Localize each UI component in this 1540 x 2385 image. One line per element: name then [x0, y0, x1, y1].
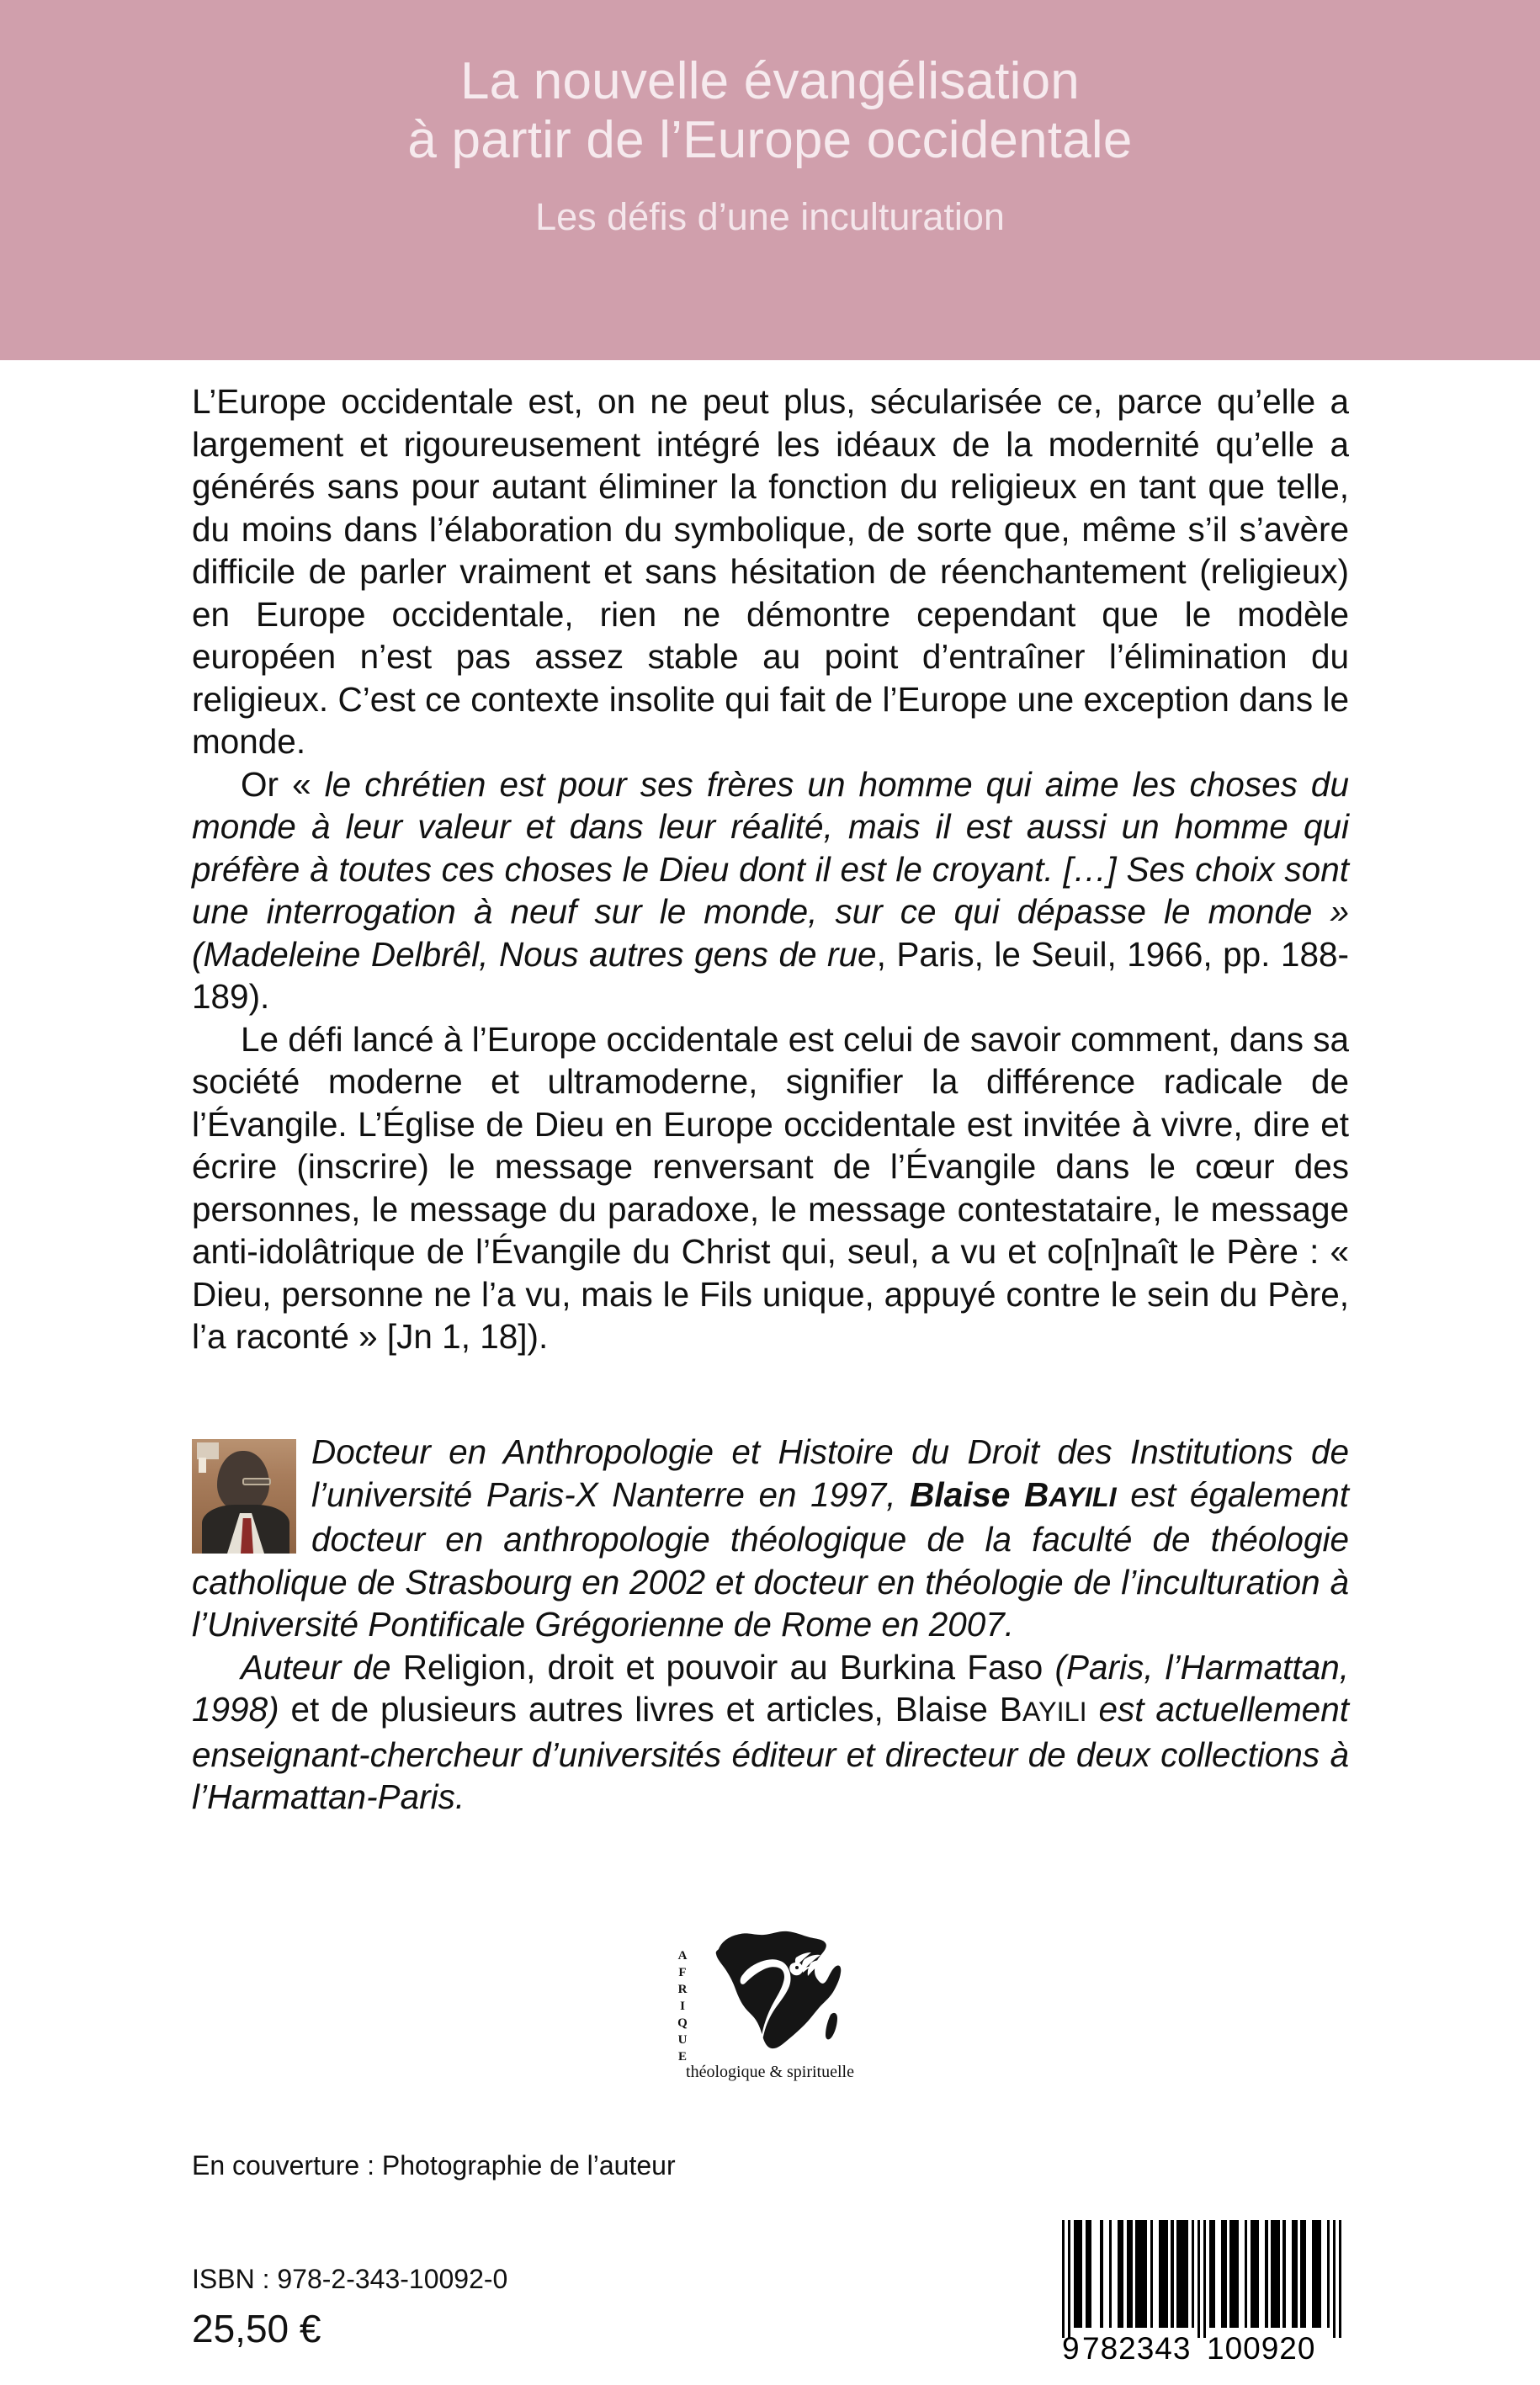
africa-continent-with-dove-icon — [697, 1920, 853, 2055]
book-title-line-1: La nouvelle évangélisation — [460, 52, 1080, 110]
blurb-paragraph-3: Le défi lancé à l’Europe occidentale est celui de savoir comment, dans sa société moderne et ultramoderne, signifier la différence radicale de l’Évangile. L’Église de Dieu en Europe occidentale est invitée à vivre, dire et écrire (inscrire) le message renversant de l’Évangile dans le cœur des personnes, le message du paradoxe, le message contestataire, le message anti-idolâtrique de l’Évangile du Christ qui, seul, a vu et co[n]naît le Père : « Dieu, personne ne l’a vu, mais le Fils unique, appuyé contre le sein du Père, l’a raconté » [Jn 1, 18]). — [192, 1019, 1350, 1356]
barcode-bar — [1282, 2220, 1285, 2328]
barcode-lead-digit: 9 — [1062, 2331, 1081, 2366]
afrique-letter: Q — [677, 2016, 688, 2030]
barcode-bar — [1212, 2220, 1214, 2328]
barcode-bar — [1171, 2220, 1173, 2328]
afrique-letter: A — [677, 1949, 688, 1963]
price-line: 25,50 € — [192, 2307, 321, 2350]
bio2-name-smallcaps: AYILI — [1022, 1697, 1087, 1727]
author-bio-block — [192, 1431, 1349, 1819]
publisher-logo-block — [0, 1912, 1540, 2080]
photo-glasses — [242, 1478, 271, 1485]
author-photograph — [192, 1439, 296, 1554]
bio-text-part-2: est également docteur en anthropologie théologique de la faculté de théologie catholique de Strasbourg en 2002 et docteur en théologie de l’inculturation à l’Université Pontificale Grégorienne de Rome en 2007. — [192, 1474, 1350, 1644]
bio2-publisher-info: (Paris, l’Harmattan, 1998) — [192, 1647, 1349, 1729]
barcode-bar — [1304, 2220, 1306, 2328]
citation-work-title: Nous autres gens de rue — [498, 934, 877, 974]
afrique-letter: F — [678, 1966, 687, 1979]
barcode-bar — [1109, 2220, 1112, 2328]
bio-paragraph-1 — [192, 1431, 1349, 1646]
bio2-name-initial: B — [999, 1690, 1022, 1729]
isbn-line: ISBN : 978-2-343-10092-0 — [192, 2264, 508, 2294]
bio2-prefix: Auteur de — [241, 1647, 403, 1686]
barcode-bar — [1277, 2220, 1279, 2328]
publisher-logo — [673, 1912, 867, 2080]
bio2-middle: et de plusieurs autres livres et articles, Blaise — [279, 1690, 1000, 1729]
barcode-digits — [1062, 2331, 1341, 2366]
photo-background-post — [199, 1458, 206, 1473]
author-name-last-initial: B — [1024, 1474, 1049, 1514]
back-cover-blurb — [192, 380, 1349, 1358]
afrique-letter: U — [677, 2033, 688, 2047]
barcode-bar — [1150, 2220, 1153, 2328]
barcode-right-group: 100920 — [1207, 2331, 1316, 2366]
bio2-tail: est actuellement enseignant-chercheur d’universités éditeur et directeur de deux collections à l’Harmattan-Paris. — [192, 1690, 1349, 1816]
afrique-letter: R — [677, 1983, 688, 1996]
quote-lead-in: Or « — [241, 764, 325, 804]
afrique-vertical-label — [673, 1947, 692, 2065]
afrique-letter: E — [677, 2050, 687, 2064]
book-subtitle: Les défis d’une inculturation — [535, 195, 1005, 239]
barcode-bar — [1186, 2220, 1188, 2328]
author-name-first: Blaise — [910, 1474, 1025, 1514]
barcode-bar — [1080, 2220, 1082, 2328]
barcode-bar — [1224, 2220, 1226, 2328]
bio-paragraph-2 — [192, 1646, 1349, 1819]
barcode-bar — [1339, 2220, 1341, 2338]
blurb-paragraph-1: L’Europe occidentale est, on ne peut plus, sécularisée ce, parce qu’elle a largement et rigoureusement intégré les idéaux de la modernité qu’elle a générés sans pour autant éliminer la fonction du religieux en tant que telle, du moins dans l’élaboration du symbolique, de sorte que, même s’il s’avère difficile de parler vraiment et sans hésitation de réenchantement (religieux) en Europe occidentale, rien ne démontre cependant que le modèle européen n’est pas assez stable au point d’entraîner l’élimination du religieux. C’est ce contexte insolite qui fait de l’Europe une exception dans le monde. — [192, 382, 1349, 761]
blurb-paragraph-2 — [192, 763, 1349, 1018]
photo-background-wall — [197, 1442, 219, 1459]
ean13-barcode — [1062, 2220, 1341, 2366]
citation-open: (Madeleine Delbrêl, — [192, 934, 499, 974]
barcode-bar — [1062, 2220, 1065, 2338]
delbrel-quote: le chrétien est pour ses frères un homme qui aime les choses du monde à leur valeur et dans leur réalité, mais il est aussi un homme qui préfère à toutes ces choses le Dieu dont il est le croyant. […] Ses choix sont une interrogation à neuf sur le monde, sur ce qui dépasse le monde » — [192, 764, 1349, 931]
barcode-bar — [1245, 2220, 1247, 2328]
citation-close: , Paris, le Seuil, 1966, pp. 188-189). — [192, 934, 1349, 1016]
barcode-bar — [1333, 2220, 1336, 2338]
barcode-bar — [1144, 2220, 1147, 2328]
barcode-bar — [1100, 2220, 1102, 2328]
barcode-bar — [1129, 2220, 1132, 2328]
barcode-bar — [1294, 2220, 1297, 2328]
book-title-line-2: à partir de l’Europe occidentale — [407, 111, 1133, 170]
barcode-bar — [1068, 2220, 1070, 2338]
bio2-work-title: Religion, droit et pouvoir au Burkina Faso — [402, 1647, 1055, 1686]
barcode-bar — [1318, 2220, 1320, 2328]
barcode-bar — [1088, 2220, 1091, 2328]
barcode-bar — [1121, 2220, 1123, 2328]
barcode-bar — [1203, 2220, 1206, 2338]
barcode-bar — [1192, 2220, 1194, 2328]
barcode-bar — [1197, 2220, 1200, 2338]
author-name-last-smallcaps: AYILI — [1049, 1481, 1117, 1512]
publisher-logo-caption: théologique & spirituelle — [686, 2063, 854, 2081]
barcode-bar — [1235, 2220, 1238, 2328]
barcode-bar — [1265, 2220, 1267, 2328]
bio-text-part-1: Docteur en Anthropologie et Histoire du Droit des Institutions de l’université Paris-X Nanterre en 1997, — [311, 1432, 1349, 1514]
barcode-bar — [1327, 2220, 1330, 2328]
cover-header-band — [0, 0, 1540, 360]
barcode-left-group: 782343 — [1082, 2331, 1192, 2366]
afrique-letter: I — [680, 2000, 685, 2013]
barcode-bar — [1256, 2220, 1259, 2328]
barcode-bars — [1062, 2220, 1341, 2338]
cover-credit-line: En couverture : Photographie de l’auteur — [192, 2150, 676, 2180]
barcode-bar — [1165, 2220, 1167, 2328]
